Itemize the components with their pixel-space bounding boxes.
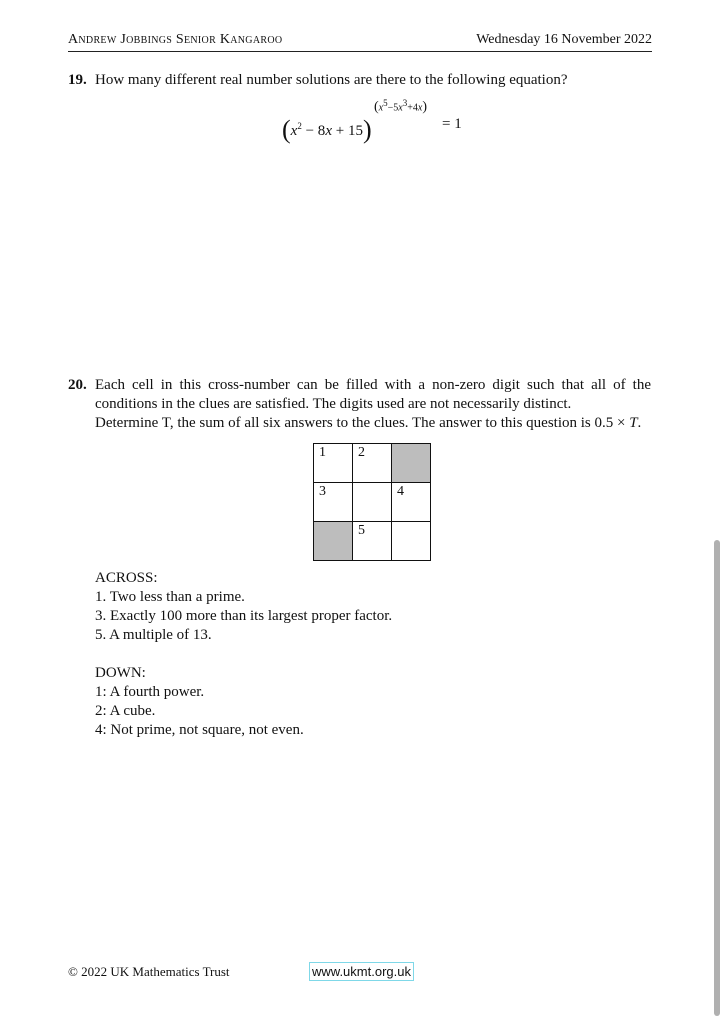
equation-rhs: = 1 — [442, 116, 462, 132]
cell-label: 2 — [358, 445, 365, 460]
grid-cell — [352, 521, 392, 561]
question-20-line-3: Determine T, the sum of all six answers to the clues. The answer to this question is 0.5 × T. — [95, 415, 642, 431]
question-19-text: How many different real number solutions are there to the following equation? — [95, 72, 568, 88]
across-heading: ACROSS: — [95, 570, 158, 586]
cross-number-grid — [313, 443, 430, 560]
grid-cell — [352, 482, 392, 522]
header-date: Wednesday 16 November 2022 — [476, 32, 652, 47]
across-clue: 1. Two less than a prime. — [95, 589, 245, 605]
question-19-number: 19. — [68, 72, 87, 88]
cell-label: 5 — [358, 523, 365, 538]
grid-cell — [391, 482, 431, 522]
cell-label: 1 — [319, 445, 326, 460]
grid-cell-shaded — [313, 521, 353, 561]
grid-cell — [391, 521, 431, 561]
equation-exponent: $(x^5-5x^3+4x)$ — [374, 98, 427, 115]
grid-cell — [313, 482, 353, 522]
across-clue: 5. A multiple of 13. — [95, 627, 212, 643]
down-clue: 4: Not prime, not square, not even. — [95, 722, 304, 738]
footer-copyright: © 2022 UK Mathematics Trust — [68, 964, 230, 979]
header-author: Andrew Jobbings Senior Kangaroo — [68, 32, 283, 47]
cell-label: 4 — [397, 484, 404, 499]
down-clues — [95, 664, 304, 740]
across-clue: 3. Exactly 100 more than its largest proper factor. — [95, 608, 393, 624]
down-clue: 2: A cube. — [95, 703, 156, 719]
question-20-line-1: Each cell in this cross-number can be filled with a non-zero digit such that all of the — [95, 377, 651, 393]
grid-cell-shaded — [391, 443, 431, 483]
down-clue: 1: A fourth power. — [95, 684, 205, 700]
grid-cell — [352, 443, 392, 483]
cell-label: 3 — [319, 484, 326, 499]
question-20-number: 20. — [68, 377, 87, 393]
equation-base: $(x^2 - 8x + 15)$ — [282, 115, 372, 144]
question-19-equation — [282, 98, 502, 144]
footer-website-link[interactable]: www.ukmt.org.uk — [309, 962, 414, 981]
grid-cell — [313, 443, 353, 483]
down-heading: DOWN: — [95, 665, 146, 681]
page-header — [68, 32, 652, 52]
question-20-line-2: conditions in the clues are satisfied. The digits used are not necessarily distinct. — [95, 396, 572, 412]
header-rule — [68, 51, 652, 52]
scrollbar-thumb[interactable] — [714, 540, 720, 1016]
across-clues — [95, 569, 392, 645]
vertical-scrollbar[interactable] — [712, 0, 720, 1016]
